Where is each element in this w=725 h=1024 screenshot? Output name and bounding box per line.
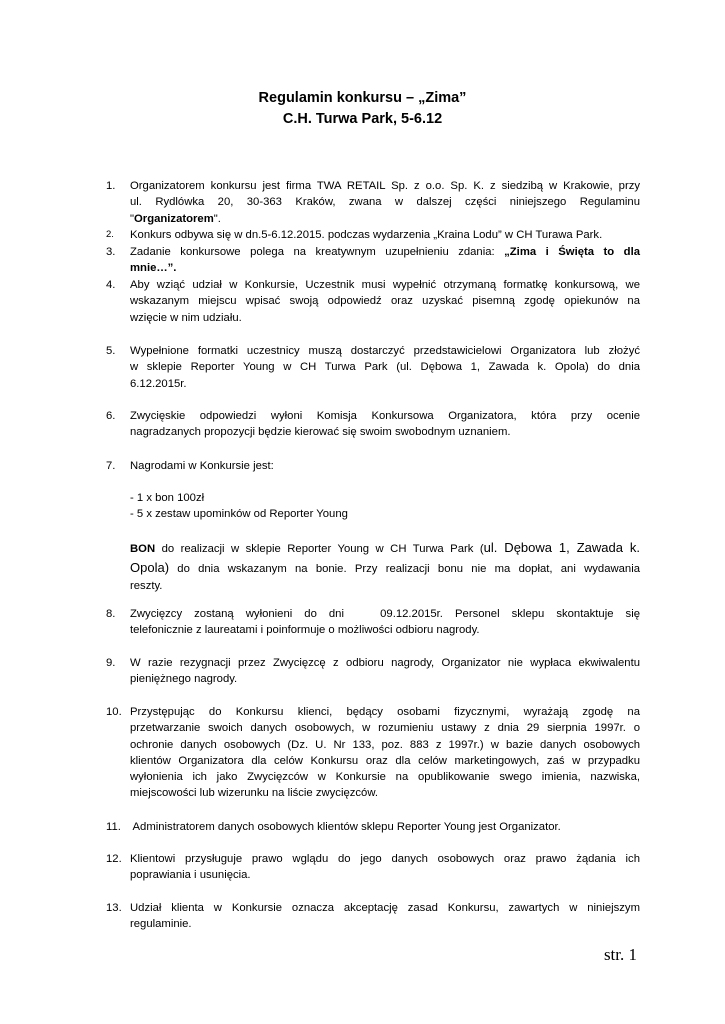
rule-text-line: Zwycięzcy zostaną wyłonieni do dni 09.12.2015r. Personel sklepu skontaktuje się — [130, 608, 640, 620]
rule-text-line: regulaminie. — [130, 918, 192, 931]
rule-text-line: klientów Organizatora dla celów Konkursu oraz dla celów marketingowych, zaś w przypadku — [130, 754, 640, 767]
rule-number: 3. — [106, 246, 116, 258]
rule-text-line: poprawiania i usunięcia. — [130, 869, 251, 882]
voucher-paragraph — [130, 539, 640, 596]
rule-text-line: 6.12.2015r. — [130, 377, 187, 390]
rule-text-line: wskazanym miejscu wpisać swoją odpowiedź oraz uzyskać pisemną zgodę opiekunów na — [130, 295, 640, 308]
prize-item: - 5 x zestaw upominków od Reporter Young — [130, 508, 348, 520]
rule-text-line — [130, 539, 640, 559]
rule-text-line: miejscowości lub wizerunku na liście zwycięzców. — [130, 787, 378, 800]
rule-text-line: telefonicznie z laureatami i poinformuje o możliwości odbioru nagrody. — [130, 624, 480, 637]
rule-number: 8. — [106, 608, 116, 620]
rule-number: 13. — [106, 902, 122, 914]
rule-text-line: przetwarzanie swoich danych osobowych, w rozumieniu ustawy z dnia 29 sierpnia 1997r. o — [130, 722, 640, 735]
rule-text-line: W razie rezygnacji przez Zwycięzcę z odbioru nagrody, Organizator nie wypłaca ekwiwalentu — [130, 657, 640, 669]
rule-text: do dnia wskazanym na bonie. Przy realizacji bonu nie ma dopłat, ani wydawania — [169, 562, 640, 575]
page-number: str. 1 — [603, 945, 637, 964]
voucher-term: BON — [130, 543, 156, 555]
rule-text-line: ul. Rydlówka 20, 30-363 Kraków, zwana w dalszej części niniejszego Regulaminu — [130, 196, 640, 209]
rule-text-line — [130, 211, 640, 227]
rule-text-line: pieniężnego nagrody. — [130, 673, 238, 686]
rule-text-line: Przystępując do Konkursu klienci, będący osobami fizycznymi, wyrażają zgodę na — [130, 706, 640, 718]
prize-item: - 1 x bon 100zł — [130, 492, 205, 504]
rule-number: 1. — [106, 180, 116, 192]
rule-number: 10. — [106, 706, 122, 718]
rule-text: do realizacji w sklepie Reporter Young w CH Turwa Park ( — [155, 543, 484, 555]
rule-number: 11. — [106, 821, 121, 833]
contest-sentence: „Zima i Święta to dla — [504, 246, 640, 258]
document-title: Regulamin konkursu – „Zima” — [258, 90, 467, 106]
rule-text-line: Wypełnione formatki uczestnicy muszą dostarczyć przedstawicielowi Organizatora lub złożyć — [130, 345, 640, 357]
rule-text-line: nagradzanych propozycji będzie kierować się swoim swobodnym uznaniem. — [130, 426, 511, 439]
rule-text-line: Organizatorem konkursu jest firma TWA RETAIL Sp. z o.o. Sp. K. z siedzibą w Krakowie, przy — [130, 180, 640, 192]
rule-number: 9. — [106, 657, 116, 669]
rule-number: 7. — [106, 460, 116, 472]
rule-text-line: ochronie danych osobowych (Dz. U. Nr 133, poz. 883 z 1997r.) w bazie danych osobowych — [130, 738, 640, 751]
contest-sentence: mnie…”. — [130, 262, 177, 275]
rule-number: 2. — [106, 229, 114, 240]
quote-mark: " — [130, 212, 135, 225]
rule-text-line: Konkurs odbywa się w dn.5-6.12.2015. podczas wydarzenia „Kraina Lodu” w CH Turawa Park. — [130, 229, 603, 241]
rule-text-line: Aby wziąć udział w Konkursie, Uczestnik musi wypełnić otrzymaną formatkę konkursową, we — [130, 279, 640, 291]
rule-text-line: reszty. — [130, 580, 163, 592]
rule-text-line: Udział klienta w Konkursie oznacza akceptację zasad Konkursu, zawartych w niniejszym — [130, 902, 640, 914]
rule-text-line: wyłonienia ich jako Zwycięzców w Konkursie na opublikowanie swego imienia, nazwiska, — [130, 771, 640, 784]
rule-text-line — [130, 559, 640, 579]
rule-text-line: wzięcie w nim udziału. — [130, 311, 242, 324]
quote-mark: ". — [213, 212, 221, 225]
rule-text-line — [130, 244, 640, 260]
rule-number: 5. — [106, 345, 116, 357]
document-subtitle: C.H. Turwa Park, 5-6.12 — [282, 111, 443, 127]
rule-number: 4. — [106, 279, 116, 291]
rule-number: 12. — [106, 853, 122, 865]
rule-text-line: Klientowi przysługuje prawo wglądu do jego danych osobowych oraz prawo żądania ich — [130, 853, 640, 865]
rule-text-line: Nagrodami w Konkursie jest: — [130, 460, 274, 472]
organizer-term: Organizatorem — [134, 212, 214, 225]
address-text: ul. Dębowa 1, Zawada k. — [483, 540, 641, 555]
rule-text-line: Zwycięskie odpowiedzi wyłoni Komisja Konkursowa Organizatora, która przy ocenie — [130, 410, 640, 422]
rule-number: 6. — [106, 410, 116, 422]
rule-text-line: w sklepie Reporter Young w CH Turwa Park (ul. Dębowa 1, Zawada k. Opola) do dnia — [130, 361, 640, 374]
rule-text-line: Administratorem danych osobowych klientów sklepu Reporter Young jest Organizator. — [130, 821, 561, 833]
rule-text: Zadanie konkursowe polega na kreatywnym uzupełnieniu zdania: — [130, 246, 505, 258]
address-text: Opola) — [130, 559, 170, 575]
rule-text-line — [130, 260, 640, 276]
